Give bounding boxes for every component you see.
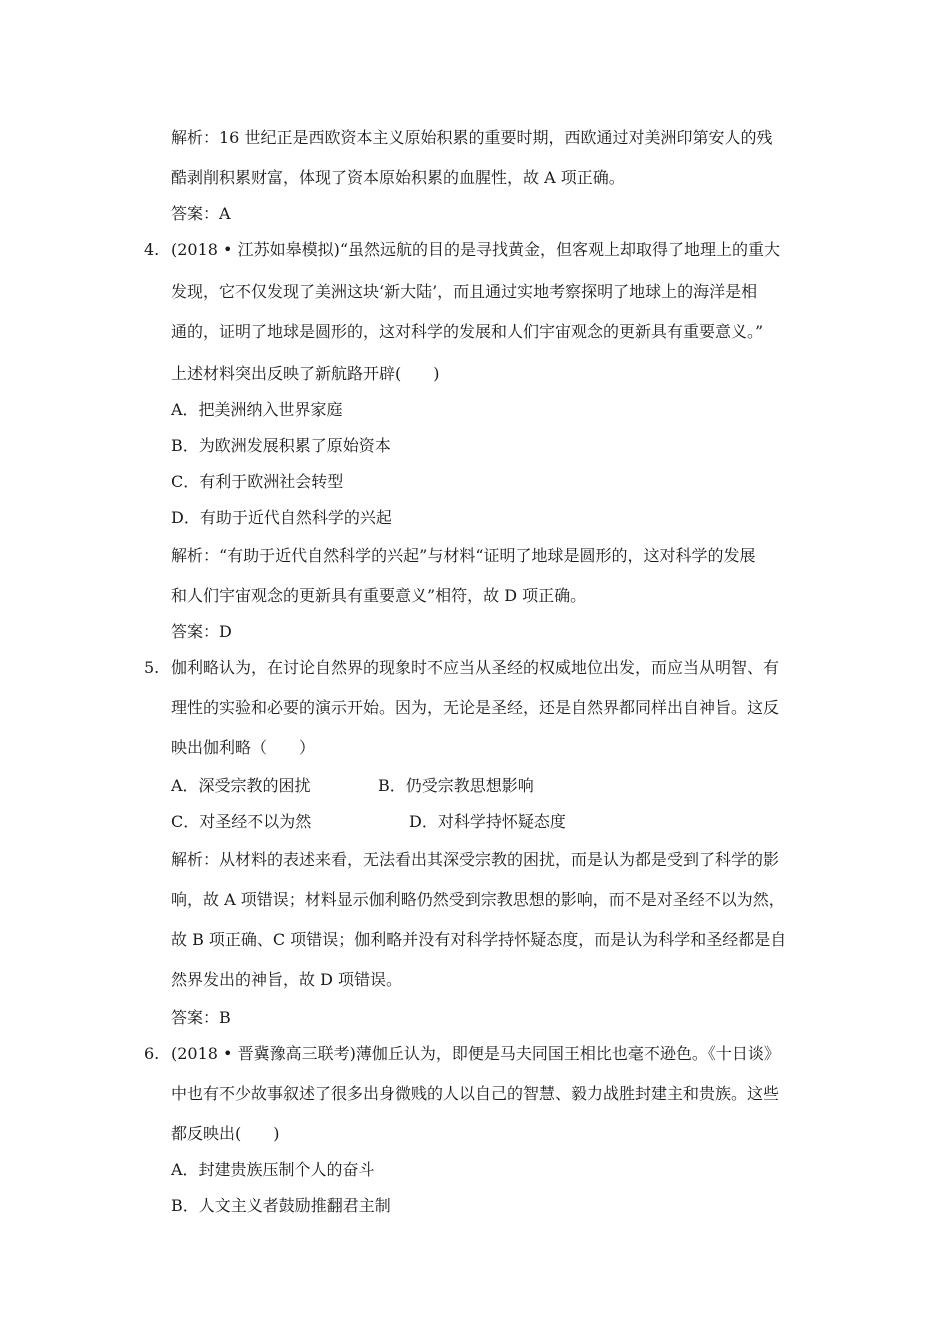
q4-option-b: B．为欧洲发展积累了原始资本 [171, 436, 391, 455]
q3-answer: 答案：A [171, 204, 231, 223]
q6-stem-text: (2018 • 晋冀豫高三联考)薄伽丘认为，即便是马夫同国王相比也毫不逊色。《十日谈》 [171, 1044, 780, 1063]
q4-option-a: A．把美洲纳入世界家庭 [171, 400, 343, 419]
q6-number: 6. [144, 1044, 160, 1063]
q5-analysis-line-4: 然界发出的神旨，故 D 项错误。 [171, 970, 403, 989]
q5-option-a: A．深受宗教的困扰 [171, 776, 311, 795]
q6-option-b: B．人文主义者鼓励推翻君主制 [171, 1196, 391, 1215]
q5-option-c: C．对圣经不以为然 [171, 812, 312, 831]
q4-option-c: C．有利于欧洲社会转型 [171, 472, 344, 491]
q5-number: 5. [144, 658, 160, 677]
q5-stem-line-1 [144, 658, 779, 678]
q5-analysis-line-2: 响，故 A 项错误；材料显示伽利略仍然受到宗教思想的影响，而不是对圣经不以为然， [171, 890, 785, 909]
q4-stem-line-2: 发现，它不仅发现了美洲这块‘新大陆’，而且通过实地考察探明了地球上的海洋是相 [171, 282, 758, 301]
q5-options-row-1 [171, 776, 534, 796]
q4-option-d: D．有助于近代自然科学的兴起 [171, 508, 392, 527]
q4-stem-line-1 [144, 240, 780, 260]
q5-analysis-line-1: 解析：从材料的表述来看，无法看出其深受宗教的困扰，而是认为都是受到了科学的影 [171, 850, 780, 869]
q4-analysis-line-1: 解析：“有助于近代自然科学的兴起”与材料“证明了地球是圆形的，这对科学的发展 [171, 546, 756, 565]
q6-stem-line-3: 都反映出( ) [171, 1124, 280, 1143]
q4-stem-line-4: 上述材料突出反映了新航路开辟( ) [171, 364, 440, 383]
q6-stem-line-1 [144, 1044, 780, 1064]
q5-option-d: D．对科学持怀疑态度 [409, 812, 566, 831]
q5-stem-line-3: 映出伽利略（ ） [171, 738, 316, 757]
q5-options-row-2 [171, 812, 566, 832]
q4-stem-text: (2018 • 江苏如皋模拟)“虽然远航的目的是寻找黄金，但客观上却取得了地理上的重大 [171, 240, 780, 259]
q5-analysis-line-3: 故 B 项正确、C 项错误；伽利略并没有对科学持怀疑态度，而是认为科学和圣经都是自 [171, 930, 787, 949]
q6-stem-line-2: 中也有不少故事叙述了很多出身微贱的人以自己的智慧、毅力战胜封建主和贵族。这些 [171, 1084, 780, 1103]
q4-analysis-line-2: 和人们宇宙观念的更新具有重要意义”相符，故 D 项正确。 [171, 586, 587, 605]
q4-stem-line-3: 通的，证明了地球是圆形的，这对科学的发展和人们宇宙观念的更新具有重要意义。” [171, 322, 764, 341]
q6-option-a: A．封建贵族压制个人的奋斗 [171, 1160, 375, 1179]
q5-option-b: B．仍受宗教思想影响 [378, 776, 534, 795]
q4-answer: 答案：D [171, 622, 232, 641]
q5-stem-line-2: 理性的实验和必要的演示开始。因为，无论是圣经，还是自然界都同样出自神旨。这反 [171, 698, 780, 717]
q3-analysis-line-2: 酷剥削积累财富，体现了资本原始积累的血腥性，故 A 项正确。 [171, 168, 625, 187]
q4-number: 4. [144, 240, 160, 259]
q3-analysis-line-1: 解析：16 世纪正是西欧资本主义原始积累的重要时期，西欧通过对美洲印第安人的残 [171, 128, 773, 147]
q5-stem-text: 伽利略认为，在讨论自然界的现象时不应当从圣经的权威地位出发，而应当从明智、有 [171, 658, 780, 677]
q5-answer: 答案：B [171, 1008, 231, 1027]
